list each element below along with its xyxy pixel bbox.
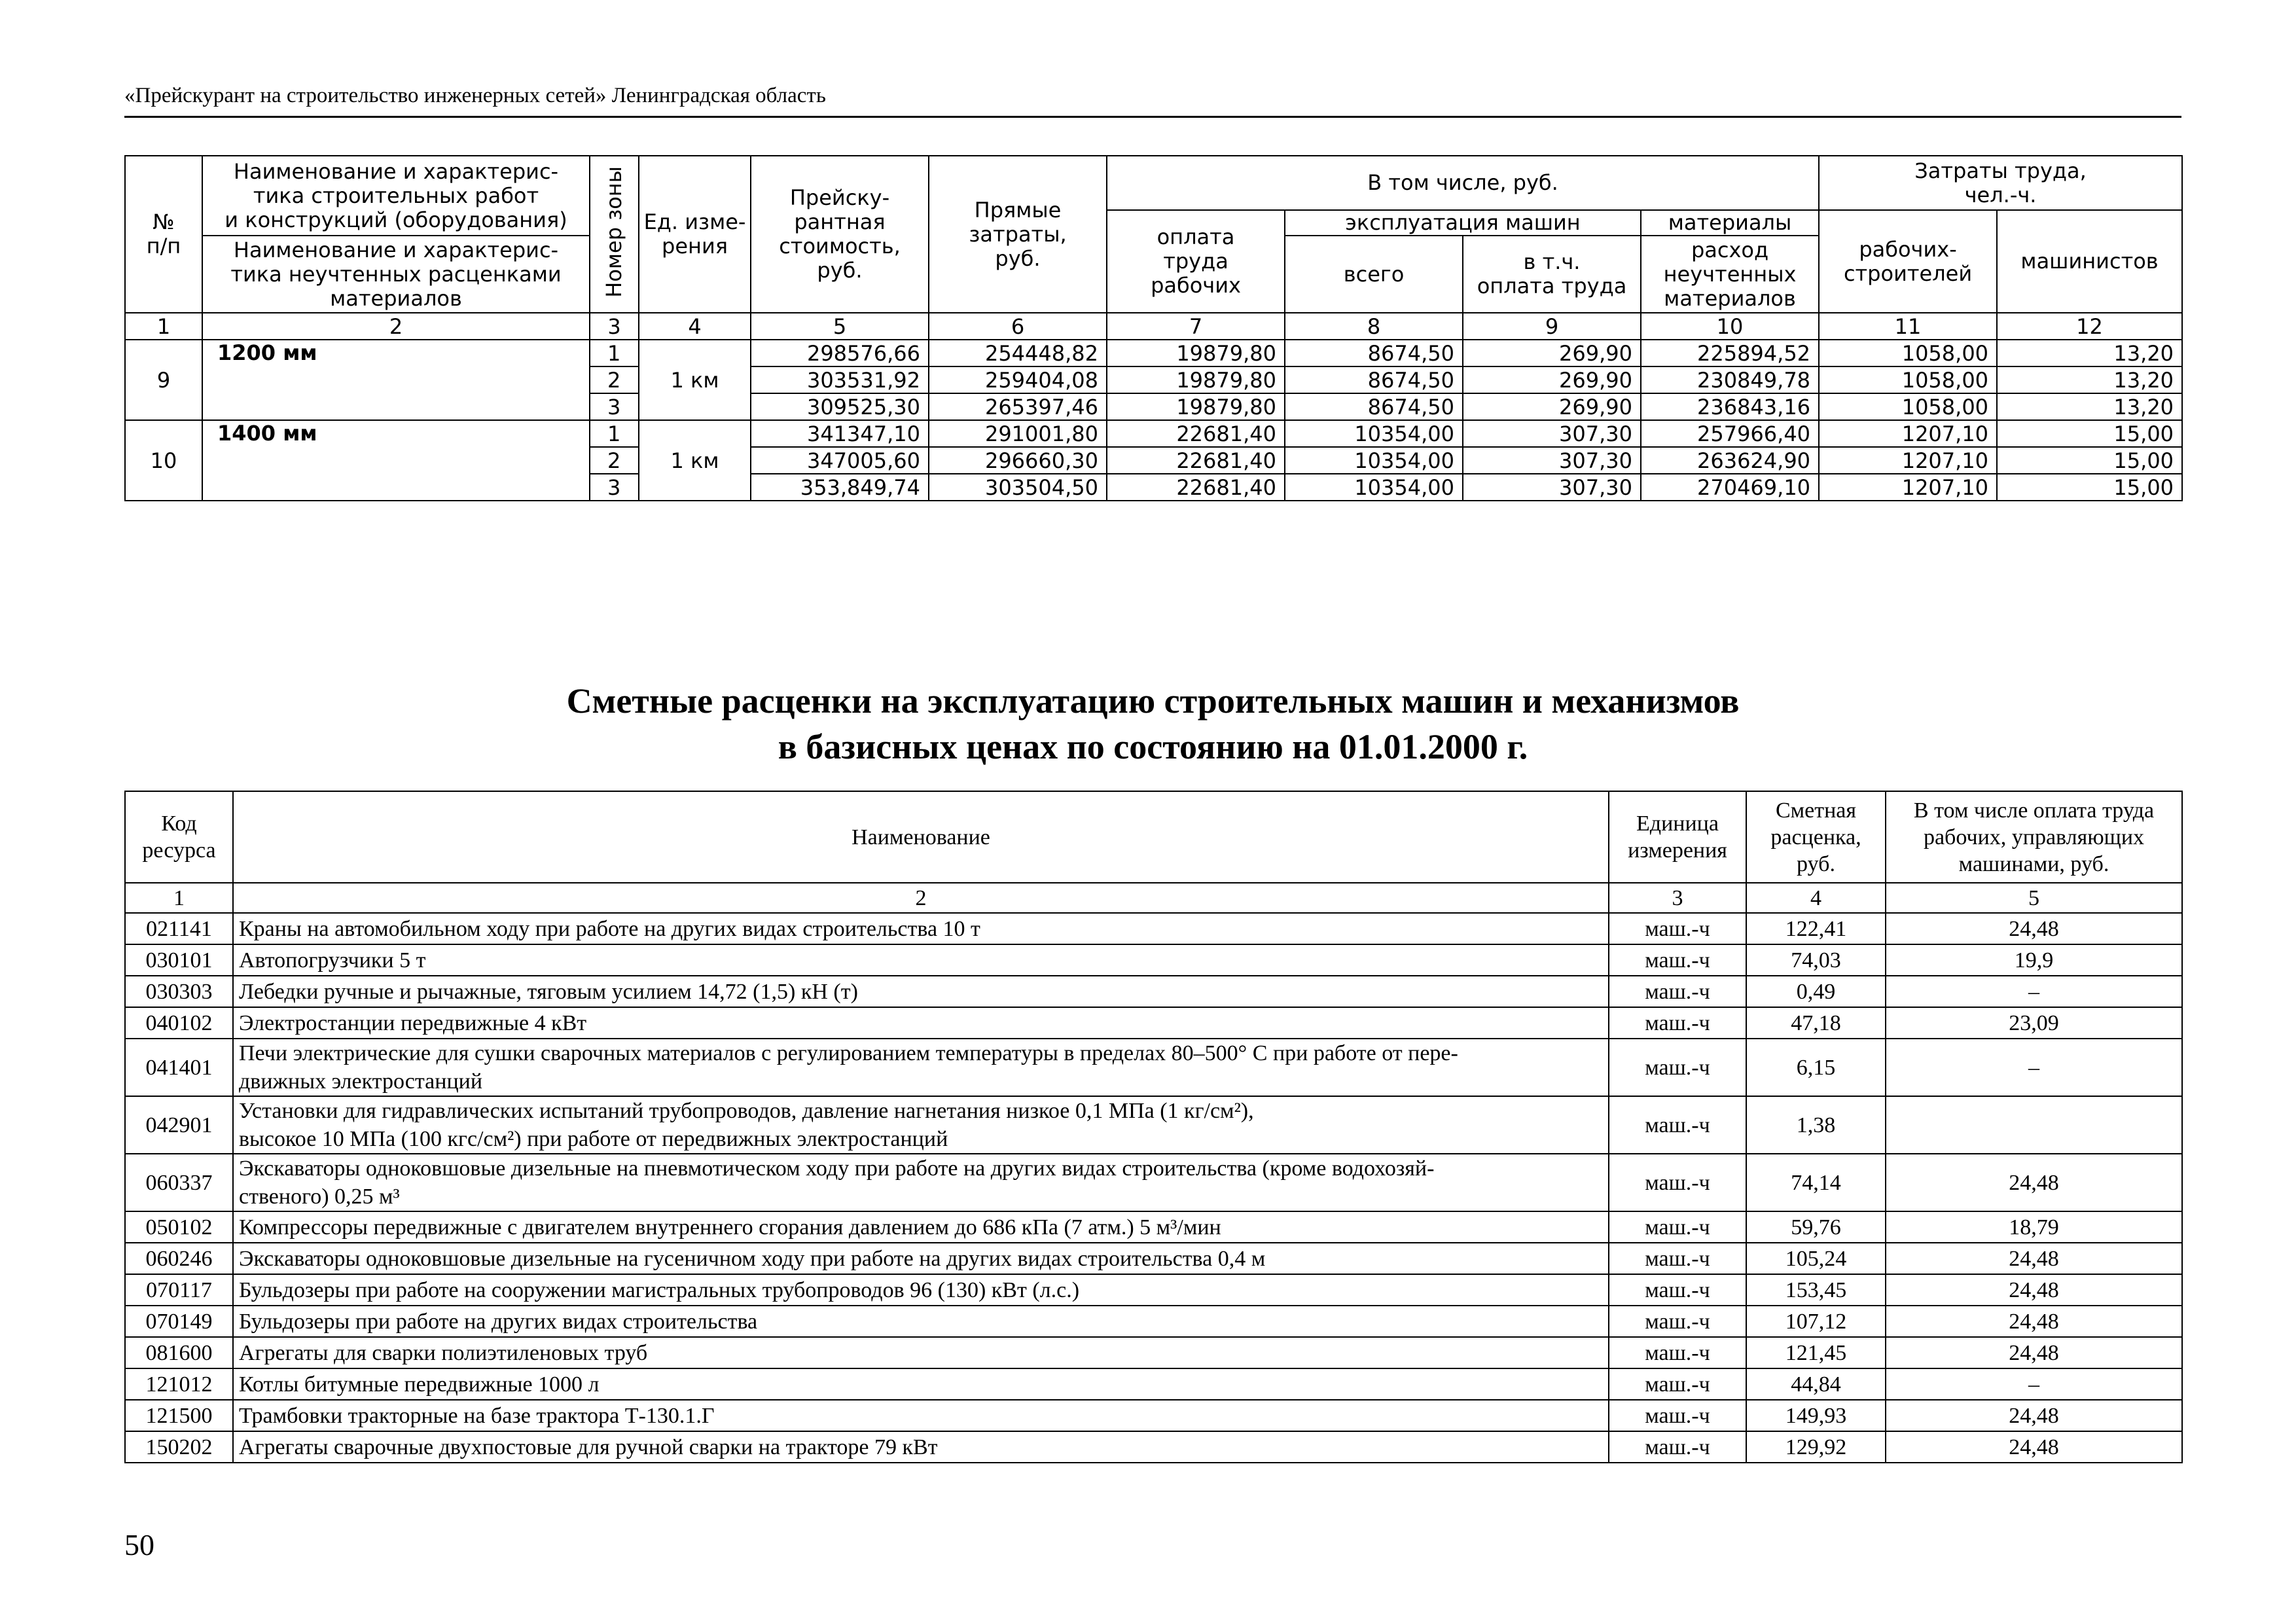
- header-name-materials: Наименование и характерис- тика неучтенных расценками материалов: [202, 236, 590, 313]
- cell-materials: 257966,40: [1641, 420, 1819, 447]
- cell-code: 070117: [125, 1274, 233, 1306]
- cell-name: Котлы битумные передвижные 1000 л: [233, 1368, 1609, 1400]
- cell-price: 353,849,74: [751, 474, 929, 501]
- cell-code: 030303: [125, 976, 233, 1007]
- cell-code: 042901: [125, 1096, 233, 1154]
- cell-rate: 105,24: [1746, 1243, 1886, 1274]
- cell-code: 040102: [125, 1007, 233, 1039]
- table-row: [125, 420, 2182, 447]
- cell-code: 121012: [125, 1368, 233, 1400]
- cell-wages: –: [1886, 976, 2182, 1007]
- table-row: [125, 1211, 2182, 1243]
- column-number: 6: [929, 313, 1107, 340]
- zone-number: 1: [590, 340, 639, 366]
- header-wages: В том числе оплата труда рабочих, управляющих машинами, руб.: [1886, 791, 2182, 883]
- cell-rate: 47,18: [1746, 1007, 1886, 1039]
- cell-unit: маш.-ч: [1609, 1007, 1746, 1039]
- zone-number: 3: [590, 474, 639, 501]
- cell-code: 021141: [125, 913, 233, 944]
- cell-unit: маш.-ч: [1609, 1400, 1746, 1431]
- cell-materials: 263624,90: [1641, 447, 1819, 474]
- header-num: № п/п: [125, 156, 202, 313]
- cell-price: 303531,92: [751, 366, 929, 393]
- cell-name: Агрегаты сварочные двухпостовые для ручной сварки на тракторе 79 кВт: [233, 1431, 1609, 1463]
- cell-wages: 24,48: [1886, 1274, 2182, 1306]
- cell-wages: 19879,80: [1107, 340, 1285, 366]
- header-unit: Ед. изме- рения: [639, 156, 751, 313]
- cell-code: 070149: [125, 1306, 233, 1337]
- cell-labor-workers: 1058,00: [1819, 340, 1997, 366]
- cell-name: Установки для гидравлических испытаний трубопроводов, давление нагнетания низкое 0,1 МПа (1 кг/см²), высокое 10 МПа (100 кгс/см²) при работе от передвижных электростанций: [233, 1096, 1609, 1154]
- column-number: 1: [125, 313, 202, 340]
- cell-unit: маш.-ч: [1609, 1337, 1746, 1368]
- column-number: 4: [639, 313, 751, 340]
- cell-code: 150202: [125, 1431, 233, 1463]
- cell-price: 309525,30: [751, 393, 929, 420]
- cell-machines-total: 8674,50: [1285, 366, 1463, 393]
- cell-labor-machinists: 13,20: [1997, 340, 2182, 366]
- table-row: [125, 913, 2182, 944]
- cell-name: Краны на автомобильном ходу при работе на других видах строительства 10 т: [233, 913, 1609, 944]
- cell-rate: 74,03: [1746, 944, 1886, 976]
- page-number: 50: [124, 1528, 154, 1561]
- cell-wages: 19879,80: [1107, 393, 1285, 420]
- cell-rate: 129,92: [1746, 1431, 1886, 1463]
- cell-code: 030101: [125, 944, 233, 976]
- price-list-table: [124, 155, 2183, 501]
- header-including: В том числе, руб.: [1107, 156, 1819, 210]
- header-materials: материалы: [1641, 210, 1819, 236]
- header-unit: Единица измерения: [1609, 791, 1746, 883]
- cell-wages: –: [1886, 1368, 2182, 1400]
- cell-code: 050102: [125, 1211, 233, 1243]
- table-row: [125, 1306, 2182, 1337]
- cell-unit: маш.-ч: [1609, 976, 1746, 1007]
- section-title-line-2: в базисных ценах по состоянию на 01.01.2000 г.: [778, 727, 1528, 766]
- cell-price: 298576,66: [751, 340, 929, 366]
- cell-rate: 122,41: [1746, 913, 1886, 944]
- cell-machines-total: 10354,00: [1285, 474, 1463, 501]
- cell-labor-machinists: 15,00: [1997, 447, 2182, 474]
- cell-code: 121500: [125, 1400, 233, 1431]
- cell-unit: маш.-ч: [1609, 913, 1746, 944]
- row-name: 1200 мм: [202, 340, 590, 420]
- cell-machines-total: 10354,00: [1285, 447, 1463, 474]
- cell-name: Бульдозеры при работе на сооружении магистральных трубопроводов 96 (130) кВт (л.с.): [233, 1274, 1609, 1306]
- cell-labor-machinists: 15,00: [1997, 474, 2182, 501]
- cell-rate: 149,93: [1746, 1400, 1886, 1431]
- cell-name: Агрегаты для сварки полиэтиленовых труб: [233, 1337, 1609, 1368]
- table-row: [125, 1154, 2182, 1211]
- zone-number: 1: [590, 420, 639, 447]
- cell-direct-costs: 291001,80: [929, 420, 1107, 447]
- zone-number: 3: [590, 393, 639, 420]
- table-row: [125, 944, 2182, 976]
- header-zone-label: Номер зоны: [601, 166, 626, 298]
- header-name-works: Наименование и характерис- тика строительных работ и конструкций (оборудования): [202, 156, 590, 236]
- column-number: 7: [1107, 313, 1285, 340]
- row-number: 9: [125, 340, 202, 420]
- cell-unit: маш.-ч: [1609, 1154, 1746, 1211]
- cell-rate: 121,45: [1746, 1337, 1886, 1368]
- cell-rate: 0,49: [1746, 976, 1886, 1007]
- header-machines-total: всего: [1285, 236, 1463, 313]
- cell-code: 041401: [125, 1039, 233, 1096]
- machine-rates-table: [124, 791, 2183, 1463]
- cell-wages: 24,48: [1886, 1306, 2182, 1337]
- row-unit: 1 км: [639, 420, 751, 501]
- table-row: [125, 1039, 2182, 1096]
- cell-rate: 1,38: [1746, 1096, 1886, 1154]
- cell-rate: 6,15: [1746, 1039, 1886, 1096]
- cell-unit: маш.-ч: [1609, 1368, 1746, 1400]
- header-rule: [124, 116, 2181, 118]
- cell-direct-costs: 265397,46: [929, 393, 1107, 420]
- cell-machines-total: 8674,50: [1285, 393, 1463, 420]
- cell-wages: 24,48: [1886, 913, 2182, 944]
- column-number: 4: [1746, 883, 1886, 913]
- cell-wages: 19,9: [1886, 944, 2182, 976]
- cell-wages: 24,48: [1886, 1243, 2182, 1274]
- cell-wages: 23,09: [1886, 1007, 2182, 1039]
- zone-number: 2: [590, 447, 639, 474]
- cell-machines-wages: 307,30: [1463, 474, 1641, 501]
- cell-rate: 59,76: [1746, 1211, 1886, 1243]
- column-number: 2: [202, 313, 590, 340]
- cell-machines-total: 10354,00: [1285, 420, 1463, 447]
- cell-wages: 24,48: [1886, 1154, 2182, 1211]
- column-number: 10: [1641, 313, 1819, 340]
- cell-labor-machinists: 15,00: [1997, 420, 2182, 447]
- cell-price: 347005,60: [751, 447, 929, 474]
- header-labor-workers: рабочих- строителей: [1819, 210, 1997, 313]
- table-row: [125, 1096, 2182, 1154]
- cell-wages: 22681,40: [1107, 447, 1285, 474]
- header-name: Наименование: [233, 791, 1609, 883]
- cell-unit: маш.-ч: [1609, 1306, 1746, 1337]
- cell-machines-wages: 307,30: [1463, 447, 1641, 474]
- cell-labor-machinists: 13,20: [1997, 393, 2182, 420]
- column-number-row: [125, 883, 2182, 913]
- table-row: [125, 340, 2182, 366]
- column-number: 9: [1463, 313, 1641, 340]
- cell-rate: 153,45: [1746, 1274, 1886, 1306]
- cell-name: Лебедки ручные и рычажные, тяговым усилием 14,72 (1,5) кН (т): [233, 976, 1609, 1007]
- table-row: [125, 976, 2182, 1007]
- cell-code: 060337: [125, 1154, 233, 1211]
- cell-unit: маш.-ч: [1609, 1431, 1746, 1463]
- row-unit: 1 км: [639, 340, 751, 420]
- cell-name: Бульдозеры при работе на других видах строительства: [233, 1306, 1609, 1337]
- table-row: [125, 1007, 2182, 1039]
- cell-wages: 19879,80: [1107, 366, 1285, 393]
- cell-machines-wages: 269,90: [1463, 393, 1641, 420]
- cell-wages: 24,48: [1886, 1337, 2182, 1368]
- cell-wages: 22681,40: [1107, 420, 1285, 447]
- header-materials-consumption: расход неучтенных материалов: [1641, 236, 1819, 313]
- cell-wages: 24,48: [1886, 1431, 2182, 1463]
- cell-name: Компрессоры передвижные с двигателем внутреннего сгорания давлением до 686 кПа (7 атм.) 5 м³/мин: [233, 1211, 1609, 1243]
- cell-labor-workers: 1058,00: [1819, 393, 1997, 420]
- row-name: 1400 мм: [202, 420, 590, 501]
- cell-name: Трамбовки тракторные на базе трактора Т-130.1.Г: [233, 1400, 1609, 1431]
- column-number: 3: [590, 313, 639, 340]
- cell-code: 081600: [125, 1337, 233, 1368]
- column-number: 5: [751, 313, 929, 340]
- column-number: 5: [1886, 883, 2182, 913]
- column-number: 12: [1997, 313, 2182, 340]
- table-row: [125, 1274, 2182, 1306]
- header-labor: Затраты труда, чел.-ч.: [1819, 156, 2182, 210]
- cell-direct-costs: 259404,08: [929, 366, 1107, 393]
- column-number: 1: [125, 883, 233, 913]
- cell-labor-workers: 1207,10: [1819, 420, 1997, 447]
- column-number-row: [125, 313, 2182, 340]
- cell-labor-workers: 1207,10: [1819, 447, 1997, 474]
- cell-machines-wages: 307,30: [1463, 420, 1641, 447]
- table-row: [125, 1400, 2182, 1431]
- header-labor-machinists: машинистов: [1997, 210, 2182, 313]
- cell-direct-costs: 296660,30: [929, 447, 1107, 474]
- running-header: «Прейскурант на строительство инженерных сетей» Ленинградская область: [124, 84, 826, 107]
- header-wages: оплата труда рабочих: [1107, 210, 1285, 313]
- cell-price: 341347,10: [751, 420, 929, 447]
- cell-wages: 24,48: [1886, 1400, 2182, 1431]
- cell-unit: маш.-ч: [1609, 1274, 1746, 1306]
- table-row: [125, 1431, 2182, 1463]
- section-title-line-1: Сметные расценки на эксплуатацию строительных машин и механизмов: [566, 681, 1740, 721]
- cell-machines-total: 8674,50: [1285, 340, 1463, 366]
- cell-direct-costs: 303504,50: [929, 474, 1107, 501]
- column-number: 2: [233, 883, 1609, 913]
- cell-unit: маш.-ч: [1609, 1243, 1746, 1274]
- cell-labor-workers: 1207,10: [1819, 474, 1997, 501]
- header-rate: Сметная расценка, руб.: [1746, 791, 1886, 883]
- cell-rate: 107,12: [1746, 1306, 1886, 1337]
- header-zone: [590, 156, 639, 313]
- header-direct: Прямые затраты, руб.: [929, 156, 1107, 313]
- cell-wages: –: [1886, 1039, 2182, 1096]
- table-row: [125, 1368, 2182, 1400]
- cell-materials: 236843,16: [1641, 393, 1819, 420]
- column-number: 8: [1285, 313, 1463, 340]
- cell-machines-wages: 269,90: [1463, 340, 1641, 366]
- cell-unit: маш.-ч: [1609, 1211, 1746, 1243]
- header-price: Прейску- рантная стоимость, руб.: [751, 156, 929, 313]
- cell-labor-machinists: 13,20: [1997, 366, 2182, 393]
- cell-direct-costs: 254448,82: [929, 340, 1107, 366]
- header-machines-wages: в т.ч. оплата труда: [1463, 236, 1641, 313]
- cell-wages: [1886, 1096, 2182, 1154]
- column-number: 3: [1609, 883, 1746, 913]
- cell-labor-workers: 1058,00: [1819, 366, 1997, 393]
- row-number: 10: [125, 420, 202, 501]
- header-code: Код ресурса: [125, 791, 233, 883]
- cell-wages: 22681,40: [1107, 474, 1285, 501]
- cell-materials: 230849,78: [1641, 366, 1819, 393]
- cell-rate: 74,14: [1746, 1154, 1886, 1211]
- cell-name: Автопогрузчики 5 т: [233, 944, 1609, 976]
- cell-name: Экскаваторы одноковшовые дизельные на пневмотическом ходу при работе на других видах строительства (кроме водохозяй- ственого) 0,25 м³: [233, 1154, 1609, 1211]
- cell-name: Электростанции передвижные 4 кВт: [233, 1007, 1609, 1039]
- cell-unit: маш.-ч: [1609, 1039, 1746, 1096]
- cell-code: 060246: [125, 1243, 233, 1274]
- cell-materials: 270469,10: [1641, 474, 1819, 501]
- header-machines: эксплуатация машин: [1285, 210, 1641, 236]
- cell-name: Печи электрические для сушки сварочных материалов с регулированием температуры в пределах 80–500° С при работе от пере- движных электростанций: [233, 1039, 1609, 1096]
- cell-unit: маш.-ч: [1609, 944, 1746, 976]
- cell-machines-wages: 269,90: [1463, 366, 1641, 393]
- column-number: 11: [1819, 313, 1997, 340]
- cell-rate: 44,84: [1746, 1368, 1886, 1400]
- cell-materials: 225894,52: [1641, 340, 1819, 366]
- zone-number: 2: [590, 366, 639, 393]
- cell-wages: 18,79: [1886, 1211, 2182, 1243]
- cell-name: Экскаваторы одноковшовые дизельные на гусеничном ходу при работе на других видах строительства 0,4 м: [233, 1243, 1609, 1274]
- table-row: [125, 1337, 2182, 1368]
- table-row: [125, 1243, 2182, 1274]
- cell-unit: маш.-ч: [1609, 1096, 1746, 1154]
